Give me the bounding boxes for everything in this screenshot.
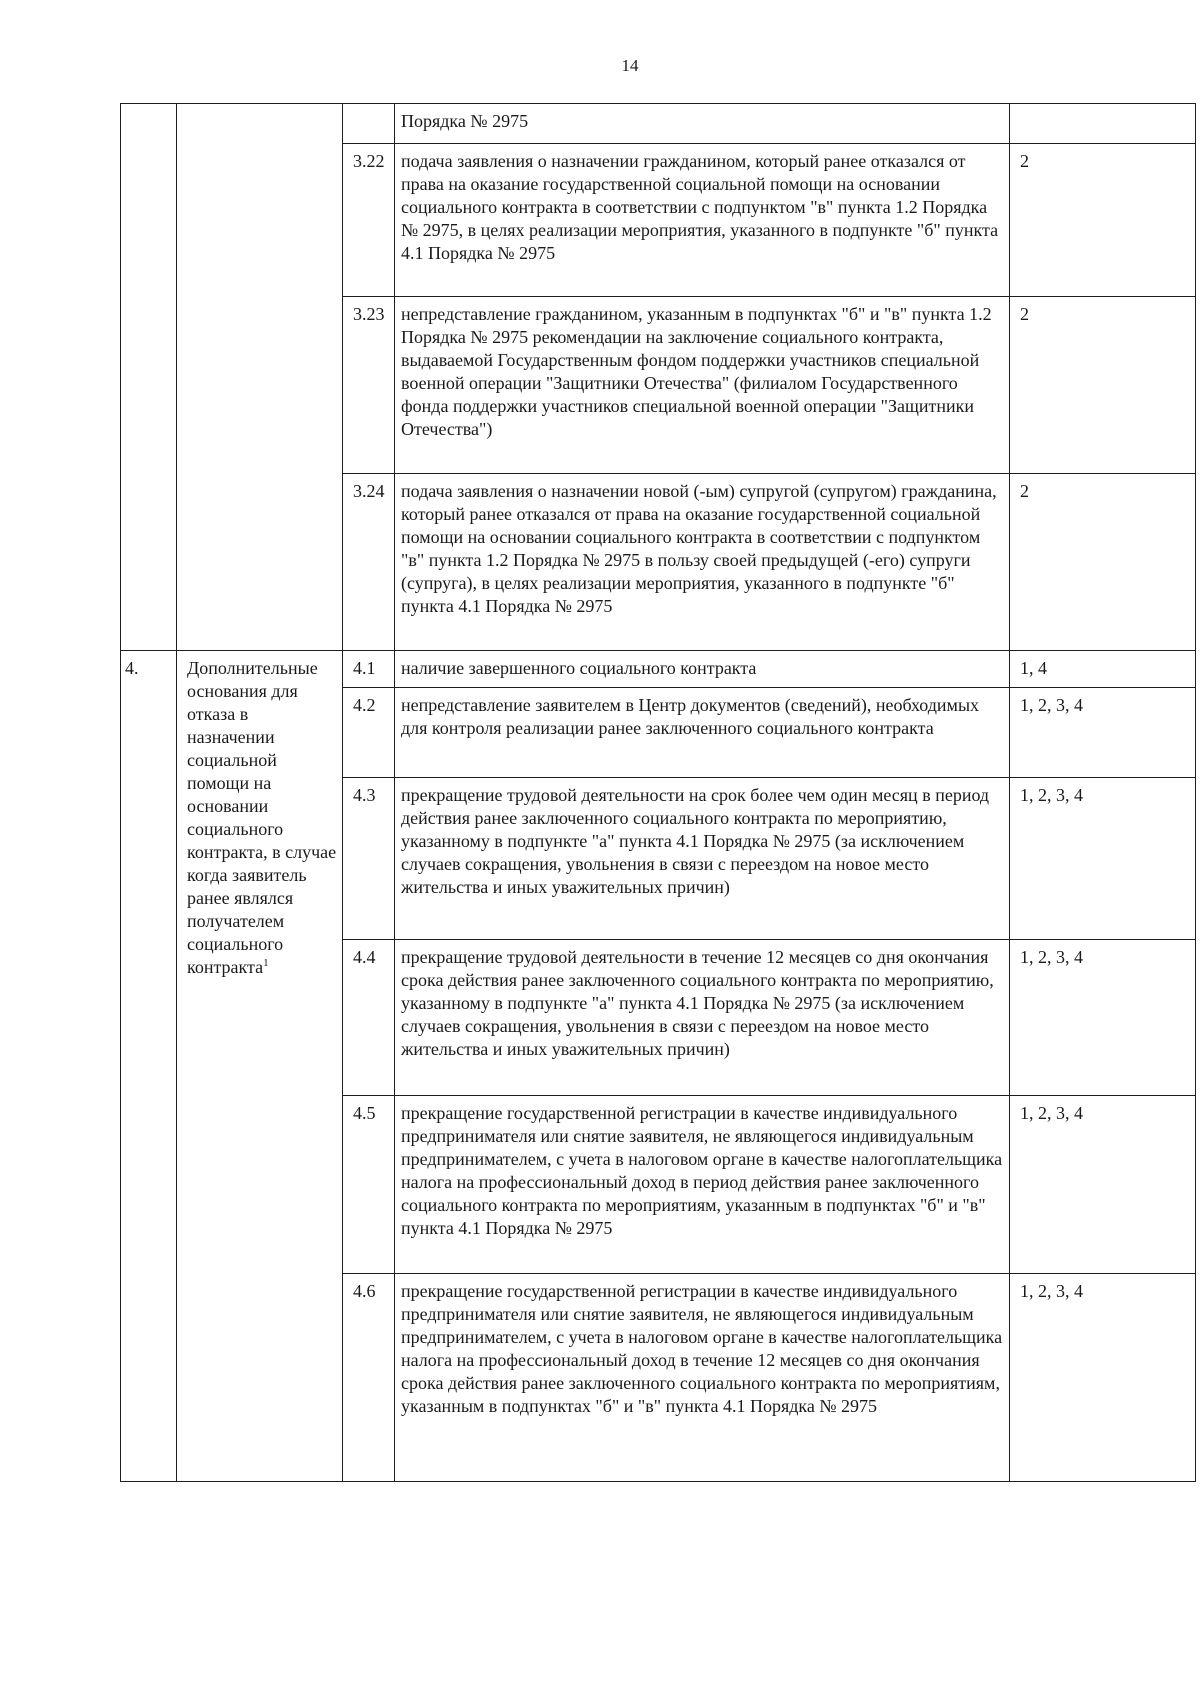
row-code: 4.1 xyxy=(343,651,395,688)
row-code: 3.24 xyxy=(343,474,395,651)
row-code xyxy=(343,104,395,144)
row-text: наличие завершенного социального контракта xyxy=(395,651,1010,688)
row-code: 4.3 xyxy=(343,778,395,940)
row-code: 4.2 xyxy=(343,688,395,778)
section-title-cell xyxy=(177,104,343,651)
page-number: 14 xyxy=(621,56,639,75)
table-row xyxy=(121,104,1196,144)
row-text: непредставление гражданином, указанным в подпунктах "б" и "в" пункта 1.2 Порядка № 2975 рекомендации на заключение социального контракта, выдаваемой Государственным фондом поддержки участников специальной военной операции "Защитники Отечества" (филиалом Государственного фонда поддержки участников специальной военной операции "Защитники Отечества") xyxy=(395,297,1010,474)
grounds-table xyxy=(120,103,1196,1482)
section-title: Дополнительные основания для отказа в назначении социальной помощи на основании социального контракта, в случае когда заявитель ранее являлся получателем социального контракта xyxy=(187,658,337,977)
section-number-cell xyxy=(121,104,177,651)
row-text: прекращение трудовой деятельности на срок более чем один месяц в период действия ранее заключенного социального контракта по мероприятию, указанному в подпункте "а" пункта 4.1 Порядка № 2975 (за исключением случаев сокращения, увольнения в связи с переездом на новое место жительства и иных уважительных причин) xyxy=(395,778,1010,940)
row-categories: 1, 2, 3, 4 xyxy=(1010,778,1196,940)
row-categories: 1, 4 xyxy=(1010,651,1196,688)
row-text: прекращение государственной регистрации в качестве индивидуального предпринимателя или снятие заявителя, не являющегося индивидуальным предпринимателем, с учета в налоговом органе в качестве налогоплательщика налога на профессиональный доход в течение 12 месяцев со дня окончания срока действия ранее заключенного социального контракта по мероприятиям, указанным в подпунктах "б" и "в" пункта 4.1 Порядка № 2975 xyxy=(395,1274,1010,1482)
footnote-mark: 1 xyxy=(263,957,269,969)
row-code: 4.6 xyxy=(343,1274,395,1482)
row-text: непредставление заявителем в Центр документов (сведений), необходимых для контроля реализации ранее заключенного социального контракта xyxy=(395,688,1010,778)
table-row xyxy=(121,651,1196,688)
row-text: подача заявления о назначении новой (-ым) супругой (супругом) гражданина, который ранее отказался от права на оказание государственной социальной помощи на основании социального контракта в соответствии с подпунктом "в" пункта 1.2 Порядка № 2975 в пользу своей предыдущей (-его) супруги (супруга), в целях реализации мероприятия, указанного в подпункте "б" пункта 4.1 Порядка № 2975 xyxy=(395,474,1010,651)
row-categories: 2 xyxy=(1010,297,1196,474)
row-categories: 2 xyxy=(1010,474,1196,651)
row-code: 3.22 xyxy=(343,144,395,297)
row-text: прекращение трудовой деятельности в течение 12 месяцев со дня окончания срока действия ранее заключенного социального контракта по мероприятию, указанному в подпункте "а" пункта 4.1 Порядка № 2975 (за исключением случаев сокращения, увольнения в связи с переездом на новое место жительства и иных уважительных причин) xyxy=(395,940,1010,1096)
row-text: прекращение государственной регистрации в качестве индивидуального предпринимателя или снятие заявителя, не являющегося индивидуальным предпринимателем, с учета в налоговом органе в качестве налогоплательщика налога на профессиональный доход в период действия ранее заключенного социального контракта по мероприятиям, указанным в подпунктах "б" и "в" пункта 4.1 Порядка № 2975 xyxy=(395,1096,1010,1274)
row-code: 4.4 xyxy=(343,940,395,1096)
section-title-cell xyxy=(177,651,343,1482)
row-categories: 1, 2, 3, 4 xyxy=(1010,940,1196,1096)
row-categories: 1, 2, 3, 4 xyxy=(1010,1274,1196,1482)
row-code: 4.5 xyxy=(343,1096,395,1274)
section-number: 4. xyxy=(121,651,177,1482)
row-categories: 1, 2, 3, 4 xyxy=(1010,1096,1196,1274)
row-categories xyxy=(1010,104,1196,144)
row-text: подача заявления о назначении гражданином, который ранее отказался от права на оказание государственной социальной помощи на основании социального контракта в соответствии с подпунктом "в" пункта 1.2 Порядка № 2975, в целях реализации мероприятия, указанного в подпункте "б" пункта 4.1 Порядка № 2975 xyxy=(395,144,1010,297)
row-categories: 1, 2, 3, 4 xyxy=(1010,688,1196,778)
row-text: Порядка № 2975 xyxy=(395,104,1010,144)
row-code: 3.23 xyxy=(343,297,395,474)
row-categories: 2 xyxy=(1010,144,1196,297)
